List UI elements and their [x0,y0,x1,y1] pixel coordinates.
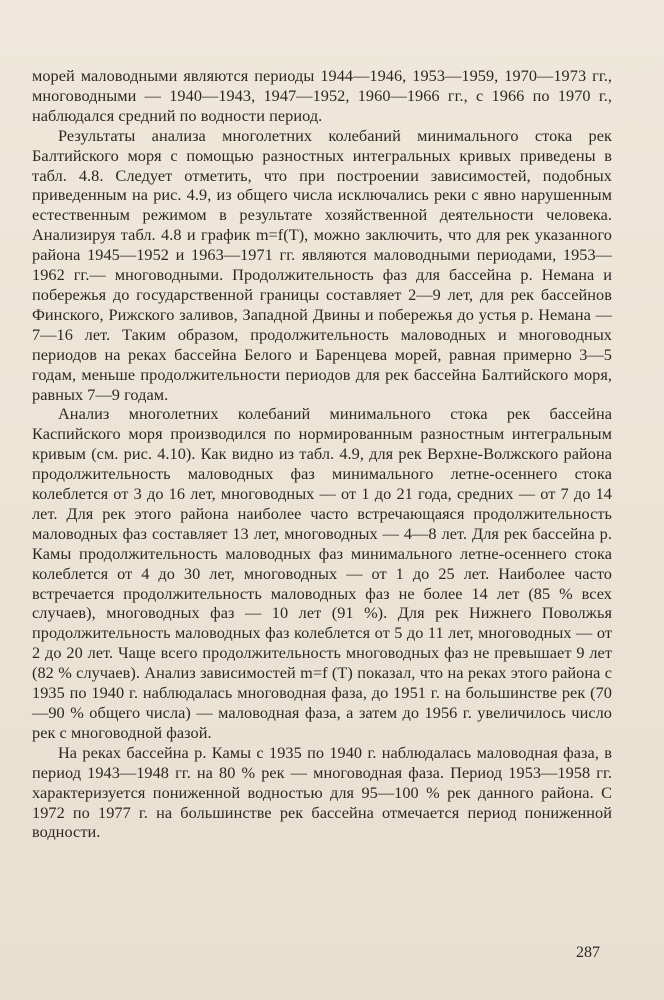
paragraph-2: Результаты анализа многолетних колебаний минимального стока рек Балтийского моря с помощью разностных интегральных кривых приведены в табл. 4.8. Следует отметить, что при построении зависимостей, подобных приведенным на рис. 4.9, из общего числа исключались реки с явно нарушенным естественным режимом в результате хозяйственной деятельности человека. Анализируя табл. 4.8 и график m=f(T), можно заключить, что для рек указанного района 1945—1952 и 1963—1971 гг. являются маловодными периодами, 1953—1962 гг.— многоводными. Продолжительность фаз для бассейна р. Немана и побережья до государственной границы составляет 2—9 лет, для рек бассейнов Финского, Рижского заливов, Западной Двины и побережья до устья р. Немана — 7—16 лет. Таким образом, продолжительность маловодных и многоводных периодов на реках бассейна Белого и Баренцева морей, равная примерно 3—5 годам, меньше продолжительности периодов для рек бассейна Балтийского моря, равных 7—9 годам. [32,125,612,404]
paragraph-1: морей маловодными являются периоды 1944—1946, 1953—1959, 1970—1973 гг., многоводными — 1940—1943, 1947—1952, 1960—1966 гг., с 1966 по 1970 г., наблюдался средний по водности период. [32,66,612,125]
paragraph-3: Анализ многолетних колебаний минимального стока рек бассейна Каспийского моря производился по нормированным разностным интегральным кривым (см. рис. 4.10). Как видно из табл. 4.9, для рек Верхне-Волжского района продолжительность маловодных фаз минимального летне-осеннего стока колеблется от 3 до 16 лет, многоводных — от 1 до 21 года, средних — от 7 до 14 лет. Для рек этого района наиболее часто встречающаяся продолжительность маловодных фаз составляет 13 лет, многоводных — 4—8 лет. Для рек бассейна р. Камы продолжительность маловодных фаз минимального летне-осеннего стока колеблется от 4 до 30 лет, многоводных — от 1 до 25 лет. Наиболее часто встречается продолжительность маловодных фаз не более 14 лет (85 % всех случаев), многоводных фаз — 10 лет (91 %). Для рек Нижнего Поволжья продолжительность маловодных фаз колеблется от 5 до 11 лет, многоводных — от 2 до 20 лет. Чаще всего продолжительность многоводных фаз не превышает 9 лет (82 % случаев). Анализ зависимостей m=f (T) показал, что на реках этого района с 1935 по 1940 г. наблюдалась многоводная фаза, до 1951 г. на большинстве рек (70—90 % общего числа) — маловодная фаза, а затем до 1956 г. увеличилось число рек с многоводной фазой. [32,404,612,742]
paragraph-4: На реках бассейна р. Камы с 1935 по 1940 г. наблюдалась маловодная фаза, в период 1943—1948 гг. на 80 % рек — многоводная фаза. Период 1953—1958 гг. характеризуется пониженной водностью для 95—100 % рек данного района. С 1972 по 1977 г. на большинстве рек бассейна отмечается период пониженной водности. [32,742,612,842]
page-number: 287 [576,944,600,961]
main-text [32,66,612,842]
